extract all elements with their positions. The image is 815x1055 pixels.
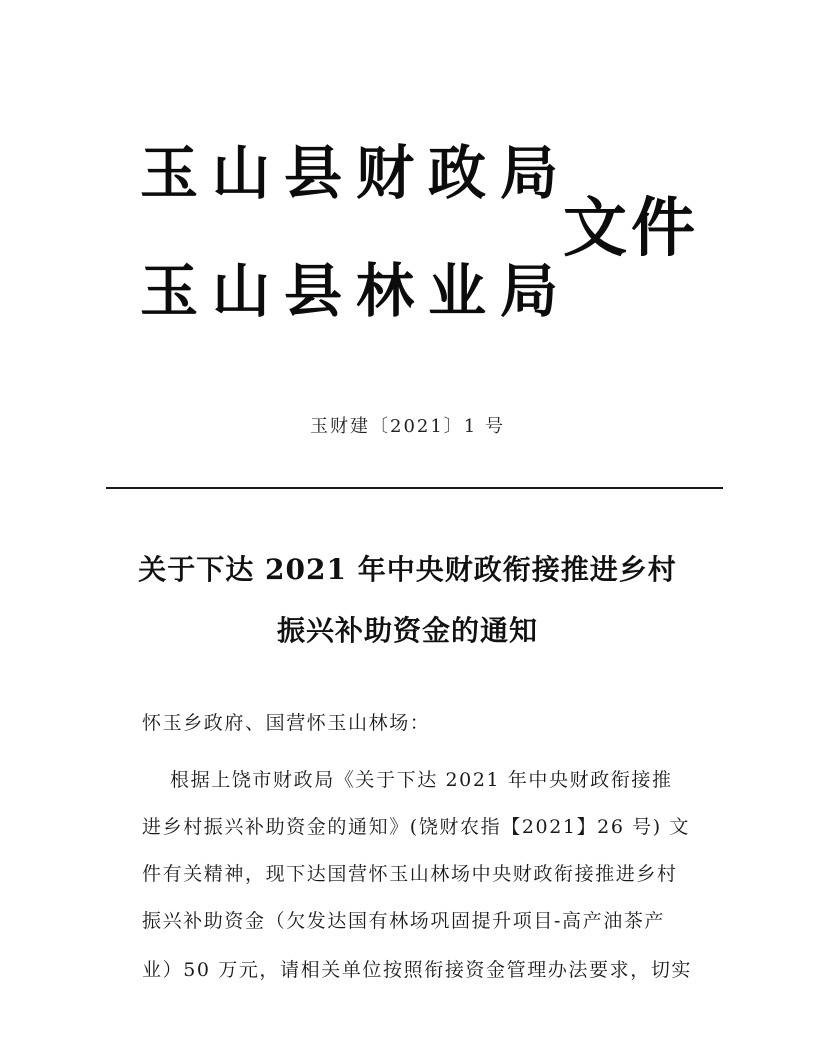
body-line: 件有关精神，现下达国营怀玉山林场中央财政衔接推进乡村 xyxy=(142,863,678,885)
issuer-finance-bureau: 玉山县财政局 xyxy=(140,139,573,207)
body-line: 振兴补助资金（欠发达国有林场巩固提升项目-高产油茶产 xyxy=(142,910,666,932)
title-line-2: 振兴补助资金的通知 xyxy=(276,614,538,647)
salutation: 怀玉乡政府、国营怀玉山林场： xyxy=(142,712,431,734)
body-line: 进乡村振兴补助资金的通知》(饶财农指【2021】26 号) 文 xyxy=(142,816,691,838)
document-type-label: 文件 xyxy=(563,192,699,266)
body-text xyxy=(142,0,693,1055)
title-line-1: 关于下达 2021 年中央财政衔接推进乡村 xyxy=(138,553,677,586)
body-line: 业）50 万元，请相关单位按照衔接资金管理办法要求，切实 xyxy=(142,959,693,981)
issuer-forestry-bureau: 玉山县林业局 xyxy=(140,257,573,325)
document-number: 玉财建〔2021〕1 号 xyxy=(310,416,505,437)
body-line: 根据上饶市财政局《关于下达 2021 年中央财政衔接推 xyxy=(170,769,673,791)
